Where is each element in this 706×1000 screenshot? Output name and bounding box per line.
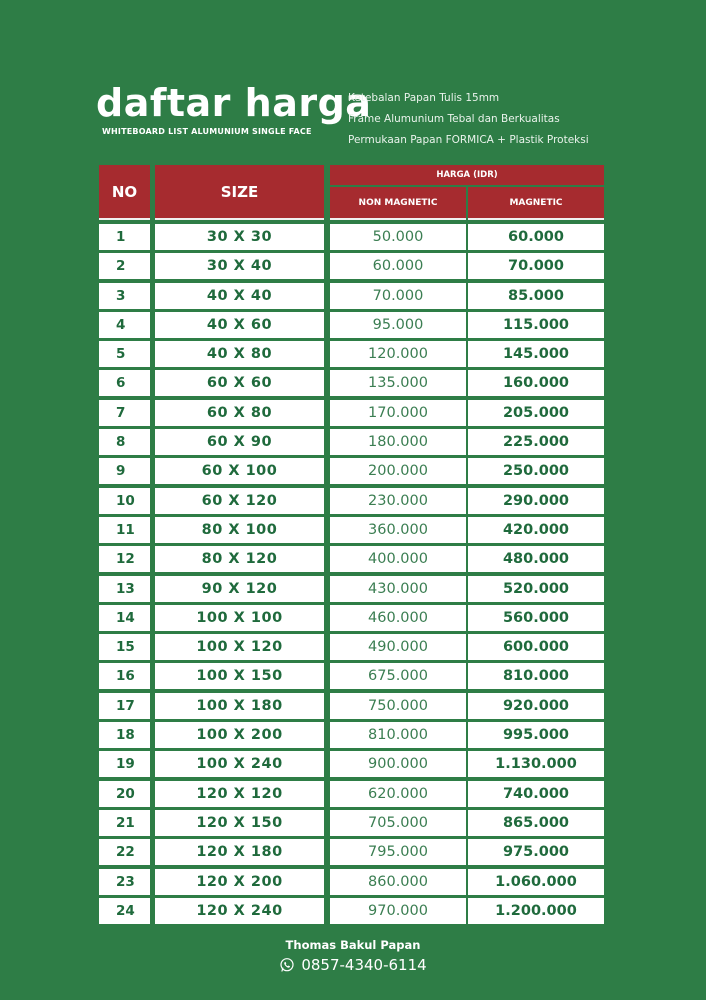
row-price-non-magnetic: 900.000 — [330, 751, 466, 777]
row-size: 120 X 150 — [155, 810, 324, 836]
row-price-non-magnetic: 170.000 — [330, 400, 466, 426]
row-price-non-magnetic: 70.000 — [330, 283, 466, 309]
table-row — [0, 662, 706, 691]
row-size: 100 X 200 — [155, 722, 324, 748]
row-size: 60 X 100 — [155, 458, 324, 484]
row-number: 20 — [99, 781, 150, 807]
row-price-non-magnetic: 705.000 — [330, 810, 466, 836]
row-price-non-magnetic: 360.000 — [330, 517, 466, 543]
table-row — [0, 252, 706, 281]
whatsapp-icon — [279, 957, 295, 973]
row-price-non-magnetic: 860.000 — [330, 869, 466, 895]
row-price-magnetic: 740.000 — [468, 781, 604, 807]
row-number: 7 — [99, 400, 150, 426]
row-price-magnetic: 420.000 — [468, 517, 604, 543]
row-price-magnetic: 1.060.000 — [468, 869, 604, 895]
feature-item: Permukaan Papan FORMICA + Plastik Proteksi — [348, 134, 589, 146]
row-size: 60 X 60 — [155, 370, 324, 396]
row-price-non-magnetic: 200.000 — [330, 458, 466, 484]
row-number: 22 — [99, 839, 150, 865]
row-number: 10 — [99, 488, 150, 514]
column-header-non-magnetic: NON MAGNETIC — [330, 187, 466, 220]
table-row — [0, 369, 706, 398]
row-number: 9 — [99, 458, 150, 484]
table-row — [0, 282, 706, 311]
row-price-magnetic: 865.000 — [468, 810, 604, 836]
row-size: 90 X 120 — [155, 576, 324, 602]
row-number: 15 — [99, 634, 150, 660]
table-row — [0, 868, 706, 897]
row-price-non-magnetic: 460.000 — [330, 605, 466, 631]
feature-item: Ketebalan Papan Tulis 15mm — [348, 92, 500, 104]
row-price-magnetic: 560.000 — [468, 605, 604, 631]
row-price-magnetic: 975.000 — [468, 839, 604, 865]
row-number: 18 — [99, 722, 150, 748]
row-number: 8 — [99, 429, 150, 455]
row-number: 3 — [99, 283, 150, 309]
row-number: 21 — [99, 810, 150, 836]
row-number: 11 — [99, 517, 150, 543]
table-row — [0, 809, 706, 838]
row-size: 60 X 90 — [155, 429, 324, 455]
table-row — [0, 633, 706, 662]
column-header-magnetic: MAGNETIC — [468, 187, 604, 220]
column-header-harga: HARGA (IDR) — [330, 165, 604, 185]
row-number: 6 — [99, 370, 150, 396]
row-size: 100 X 240 — [155, 751, 324, 777]
table-row — [0, 223, 706, 252]
row-price-magnetic: 480.000 — [468, 546, 604, 572]
row-price-magnetic: 810.000 — [468, 663, 604, 689]
row-number: 14 — [99, 605, 150, 631]
row-price-magnetic: 250.000 — [468, 458, 604, 484]
row-number: 13 — [99, 576, 150, 602]
row-number: 5 — [99, 341, 150, 367]
table-row — [0, 838, 706, 867]
table-row — [0, 897, 706, 926]
table-row — [0, 780, 706, 809]
column-header-size: SIZE — [155, 165, 324, 220]
footer-name: Thomas Bakul Papan — [285, 938, 421, 952]
table-row — [0, 311, 706, 340]
row-size: 40 X 40 — [155, 283, 324, 309]
page-title: daftar harga — [96, 81, 372, 125]
row-size: 80 X 120 — [155, 546, 324, 572]
row-price-magnetic: 920.000 — [468, 693, 604, 719]
row-size: 80 X 100 — [155, 517, 324, 543]
row-price-magnetic: 600.000 — [468, 634, 604, 660]
row-price-non-magnetic: 50.000 — [330, 224, 466, 250]
table-row — [0, 428, 706, 457]
page-subtitle: WHITEBOARD LIST ALUMUNIUM SINGLE FACE — [102, 127, 312, 136]
price-table-body — [0, 223, 706, 926]
row-price-non-magnetic: 180.000 — [330, 429, 466, 455]
row-price-non-magnetic: 490.000 — [330, 634, 466, 660]
row-price-magnetic: 225.000 — [468, 429, 604, 455]
footer-contact — [0, 956, 706, 974]
row-price-magnetic: 160.000 — [468, 370, 604, 396]
footer-phone: 0857-4340-6114 — [301, 956, 427, 974]
table-row — [0, 340, 706, 369]
row-price-magnetic: 1.130.000 — [468, 751, 604, 777]
row-price-magnetic: 70.000 — [468, 253, 604, 279]
row-size: 100 X 150 — [155, 663, 324, 689]
row-size: 30 X 30 — [155, 224, 324, 250]
table-row — [0, 604, 706, 633]
column-header-no: NO — [99, 165, 150, 220]
row-number: 4 — [99, 312, 150, 338]
row-number: 12 — [99, 546, 150, 572]
row-price-magnetic: 145.000 — [468, 341, 604, 367]
row-number: 1 — [99, 224, 150, 250]
row-price-non-magnetic: 135.000 — [330, 370, 466, 396]
row-price-non-magnetic: 95.000 — [330, 312, 466, 338]
row-price-non-magnetic: 810.000 — [330, 722, 466, 748]
row-size: 120 X 120 — [155, 781, 324, 807]
row-price-non-magnetic: 675.000 — [330, 663, 466, 689]
table-row — [0, 750, 706, 779]
row-size: 30 X 40 — [155, 253, 324, 279]
table-row — [0, 516, 706, 545]
table-row — [0, 545, 706, 574]
feature-list — [348, 88, 589, 151]
row-price-magnetic: 85.000 — [468, 283, 604, 309]
row-price-non-magnetic: 60.000 — [330, 253, 466, 279]
row-number: 16 — [99, 663, 150, 689]
table-row — [0, 692, 706, 721]
row-number: 24 — [99, 898, 150, 924]
row-size: 60 X 80 — [155, 400, 324, 426]
table-row — [0, 575, 706, 604]
row-number: 19 — [99, 751, 150, 777]
row-number: 2 — [99, 253, 150, 279]
row-price-magnetic: 520.000 — [468, 576, 604, 602]
row-price-non-magnetic: 750.000 — [330, 693, 466, 719]
row-price-magnetic: 60.000 — [468, 224, 604, 250]
table-row — [0, 457, 706, 486]
row-price-non-magnetic: 430.000 — [330, 576, 466, 602]
row-price-non-magnetic: 120.000 — [330, 341, 466, 367]
row-number: 17 — [99, 693, 150, 719]
row-number: 23 — [99, 869, 150, 895]
row-price-magnetic: 290.000 — [468, 488, 604, 514]
row-size: 40 X 60 — [155, 312, 324, 338]
row-size: 100 X 100 — [155, 605, 324, 631]
feature-item: Frame Alumunium Tebal dan Berkualitas — [348, 113, 560, 125]
row-price-non-magnetic: 400.000 — [330, 546, 466, 572]
row-size: 120 X 180 — [155, 839, 324, 865]
table-row — [0, 399, 706, 428]
row-price-magnetic: 115.000 — [468, 312, 604, 338]
row-price-magnetic: 205.000 — [468, 400, 604, 426]
row-size: 120 X 240 — [155, 898, 324, 924]
table-row — [0, 721, 706, 750]
row-price-non-magnetic: 970.000 — [330, 898, 466, 924]
row-size: 100 X 120 — [155, 634, 324, 660]
row-size: 40 X 80 — [155, 341, 324, 367]
table-row — [0, 487, 706, 516]
row-size: 120 X 200 — [155, 869, 324, 895]
row-price-magnetic: 1.200.000 — [468, 898, 604, 924]
row-size: 60 X 120 — [155, 488, 324, 514]
row-price-non-magnetic: 795.000 — [330, 839, 466, 865]
row-price-non-magnetic: 230.000 — [330, 488, 466, 514]
row-size: 100 X 180 — [155, 693, 324, 719]
row-price-non-magnetic: 620.000 — [330, 781, 466, 807]
row-price-magnetic: 995.000 — [468, 722, 604, 748]
